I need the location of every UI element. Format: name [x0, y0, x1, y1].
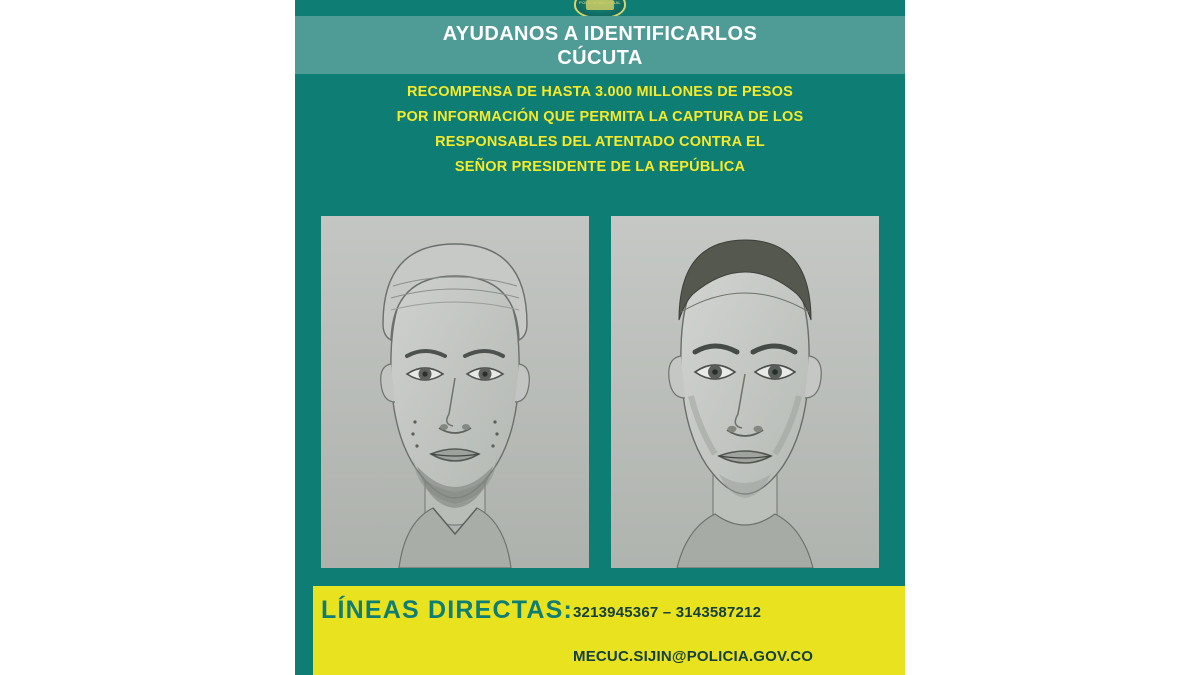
reward-line-1: RECOMPENSA DE HASTA 3.000 MILLONES DE PESOS: [407, 84, 793, 100]
poster-title: [295, 22, 905, 70]
title-band: [295, 16, 905, 74]
suspect-sketch-left: [321, 216, 589, 568]
contact-footer: [295, 586, 905, 675]
reward-line-3: RESPONSABLES DEL ATENTADO CONTRA EL: [435, 134, 765, 150]
footer-notch: [295, 586, 313, 675]
portrait-gallery: [321, 216, 879, 568]
wanted-poster: [295, 0, 905, 675]
reward-text: [295, 80, 905, 180]
hotline-phone-numbers: 3213945367 – 3143587212: [573, 604, 762, 621]
reward-line-2: POR INFORMACIÓN QUE PERMITA LA CAPTURA DE LOS: [396, 109, 804, 125]
emblem-label: POLICÍA NACIONAL: [579, 0, 621, 5]
reward-line-4: SEÑOR PRESIDENTE DE LA REPÚBLICA: [454, 159, 746, 175]
poster-title-line-1: AYUDANOS A IDENTIFICARLOS: [442, 23, 758, 45]
hotlines-label: LÍNEAS DIRECTAS:: [321, 596, 574, 624]
suspect-sketch-right: [611, 216, 879, 568]
poster-title-line-2: CÚCUTA: [557, 47, 643, 69]
contact-email: MECUC.SIJIN@POLICIA.GOV.CO: [573, 648, 814, 665]
